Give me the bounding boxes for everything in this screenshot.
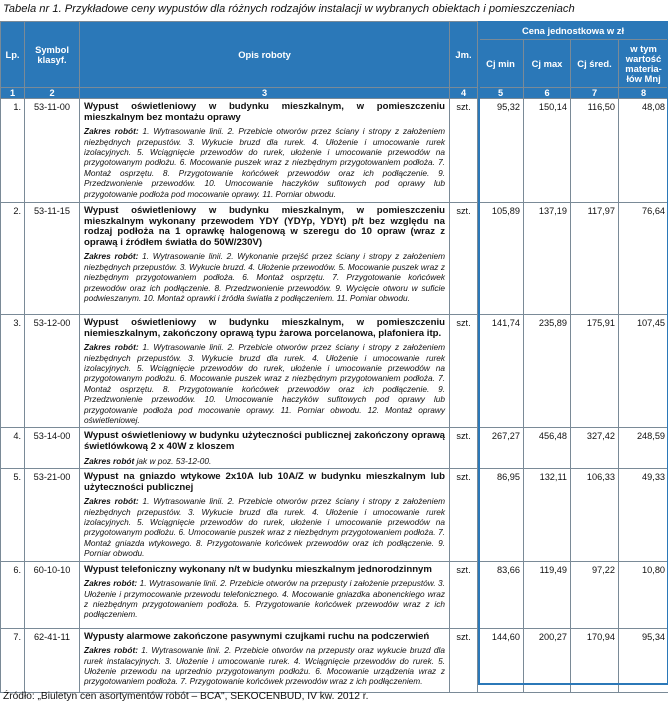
row-cj-max: 132,11 [524, 469, 571, 562]
row-cj-sred: 106,33 [571, 469, 619, 562]
row-title: Wypust oświetleniowy w budynku mieszkalnym, w pomieszczeniu mieszkalnym bez montażu oprawy [84, 101, 445, 123]
row-lp: 3. [1, 315, 25, 428]
scope-text: 1. Wytrasowanie linii. 2. Przebicie otworów na przepusty i założenie przepustów. 3. Ułożenie i przymocowanie przewodu telefonicznego. 4. Mocowanie gniazdka abonenckiego wraz z niezbędnym przygotowaniem podłoża. 5. Przygotowanie końcówek przewodów wraz z ich podłączeniem. [84, 578, 445, 620]
row-mnj: 107,45 [619, 315, 668, 428]
table-row [1, 99, 668, 203]
row-jm: szt. [450, 315, 478, 428]
scope-text: 1. Wytrasowanie linii. 2. Przebicie otworów przez ściany i stropy z założeniem niezbędnych przepustów. 3. Wykucie bruzd dla rurek. 4. Ułożenie i umocowanie rurek izolacyjnych. 5. Wciągnięcie przewodów do rurek, ułożenie i umocowanie przewodów na przygotowanym podłożu. 6. Umocowanie puszek wraz z niezbędnym przygotowaniem podłoża. 7. Montaż gniazda wtykowego. 8. Przygotowanie końcówek przewodów oraz ich podłączenie. 9. Porniar obwodu. [84, 496, 445, 559]
row-symbol: 62-41-11 [25, 628, 80, 692]
col-number: 1 [1, 88, 25, 99]
header-w-tym: w tym wartość materia-łów Mnj [619, 40, 668, 88]
row-description [80, 315, 450, 428]
row-cj-min: 267,27 [478, 428, 524, 469]
row-jm: szt. [450, 99, 478, 203]
header-jm: Jm. [450, 22, 478, 88]
row-jm: szt. [450, 628, 478, 692]
row-cj-min: 141,74 [478, 315, 524, 428]
row-cj-sred: 175,91 [571, 315, 619, 428]
row-scope [84, 456, 445, 466]
row-cj-min: 86,95 [478, 469, 524, 562]
col-number: 2 [25, 88, 80, 99]
row-lp: 6. [1, 561, 25, 628]
header-cj-sred: Cj śred. [571, 40, 619, 88]
table-row [1, 428, 668, 469]
row-cj-sred: 97,22 [571, 561, 619, 628]
row-symbol: 53-21-00 [25, 469, 80, 562]
row-description [80, 428, 450, 469]
row-cj-max: 235,89 [524, 315, 571, 428]
scope-label: Zakres robót: [84, 251, 139, 262]
row-symbol: 53-11-15 [25, 203, 80, 315]
col-number: 3 [80, 88, 450, 99]
row-cj-min: 105,89 [478, 203, 524, 315]
row-jm: szt. [450, 469, 478, 562]
row-scope [84, 126, 445, 199]
header-lp: Lp. [1, 22, 25, 88]
row-cj-min: 83,66 [478, 561, 524, 628]
header-opis: Opis roboty [80, 22, 450, 88]
row-description [80, 99, 450, 203]
row-description [80, 203, 450, 315]
table-row [1, 203, 668, 315]
row-scope [84, 496, 445, 558]
row-cj-sred: 170,94 [571, 628, 619, 692]
row-title: Wypust telefoniczny wykonany n/t w budynku mieszkalnym jednorodzinnym [84, 563, 432, 575]
scope-text: jak w poz. 53-12-00. [134, 455, 212, 466]
row-lp: 4. [1, 428, 25, 469]
row-title: Wypust oświetleniowy w budynku mieszkalnym, w pomieszczeniu niemieszkalnym, zakończony oprawą typu żarowa porcelanowa, plafoniera itp. [84, 317, 445, 339]
source-note: Źródło: „Biuletyn cen asortymentów robót – BCA", SEKOCENBUD, IV kw. 2012 r. [3, 691, 369, 702]
row-description [80, 561, 450, 628]
row-scope [84, 578, 445, 620]
row-title: Wypust oświetleniowy w budynku użyteczności publicznej zakończony oprawą świetlówkową 2 x 40W z kloszem [84, 430, 445, 453]
scope-label: Zakres robót: [84, 126, 139, 137]
scope-text: 1. Wytrasowanie linii. 2. Przebicie otworów przez ściany i stropy z założeniem niezbędnych przepustów. 3. Wykucie bruzd dla rurek. 4. Ułożenie i umocowanie rurek izolacyjnych. 5. Wciągnięcie przewodów do rurek, ułożenie i umocowanie przewodów na przygotowanym podłożu. 6. Mocowanie puszek wraz z niezbędnym przygotowaniem podłoża. 7. Montaż osprzętu. 8. Przygotowanie końcówek przewodów oraz ich podłączenie. 9. Przedzwonienie przewodów. 10. Umocowanie haczyków sufitowych pod oprawy lub przygotowanie podłoża pod mocowanie oprawy. 11. Porniar obwodu. 12. Montaż oprawy oświetleniowej. [84, 342, 445, 426]
table-row [1, 561, 668, 628]
scope-label: Zakres robót: [84, 578, 138, 589]
row-mnj: 10,80 [619, 561, 668, 628]
row-symbol: 60-10-10 [25, 561, 80, 628]
row-mnj: 49,33 [619, 469, 668, 562]
row-cj-max: 137,19 [524, 203, 571, 315]
col-number: 5 [478, 88, 524, 99]
price-table [0, 21, 668, 693]
row-title: Wypusty alarmowe zakończone pasywnymi czujkami ruchu na podczerwień [84, 630, 430, 642]
row-cj-max: 119,49 [524, 561, 571, 628]
col-number: 4 [450, 88, 478, 99]
scope-label: Zakres robót: [84, 496, 139, 507]
scope-label: Zakres robót: [84, 342, 139, 353]
scope-label: Zakres robót [84, 455, 135, 466]
row-jm: szt. [450, 203, 478, 315]
table-row [1, 628, 668, 692]
row-description [80, 469, 450, 562]
row-cj-max: 456,48 [524, 428, 571, 469]
row-cj-sred: 116,50 [571, 99, 619, 203]
row-mnj: 76,64 [619, 203, 668, 315]
scope-label: Zakres robót: [84, 645, 138, 656]
header-price-group: Cena jednostkowa w zł [478, 22, 668, 40]
scope-text: 1. Wytrasowanie linii. 2. Przebicie otworów na przepusty oraz wykucie bruzd dla rurek instalacyjnych. 3. Ułożenie i umocowanie rurek. 4. Wciągnięcie przewodów do rurek. 5. Ułożenie przewodu na uprzednio przygotowanym podłożu. 6. Mocowanie urządzenia wraz z przygotowaniem podłoża. 7. Przygotowanie końcówek przewodów wraz z ich podłączeniem. [84, 645, 445, 687]
row-description [80, 628, 450, 692]
header-symbol: Symbol klasyf. [25, 22, 80, 88]
col-number: 7 [571, 88, 619, 99]
row-lp: 7. [1, 628, 25, 692]
row-cj-max: 150,14 [524, 99, 571, 203]
row-cj-min: 95,32 [478, 99, 524, 203]
col-number: 6 [524, 88, 571, 99]
row-lp: 1. [1, 99, 25, 203]
row-symbol: 53-14-00 [25, 428, 80, 469]
row-mnj: 248,59 [619, 428, 668, 469]
table-row [1, 469, 668, 562]
row-scope [84, 645, 445, 687]
scope-text: 1. Wytrasowanie linii. 2. Wykonanie przejść przez ściany i stropy z założeniem niezbędnych przepustów. 3. Wykucie bruzd. 4. Ułożenie przewodów. 5. Mocowanie puszek wraz z niezbędnym przygotowaniem podłoża. 6. Montaż osprzętu. 7. Przygotowanie końcówek przewodów oraz ich podłączenie. 8. Przedzwonienie przewodów. 9. Wycięcie otworu w suficie podwieszanym. 10. Montaż oprawki i źródła światła z podłączeniem. 11. Pomiar obwodu. [84, 251, 445, 303]
row-title: Wypust na gniazdo wtykowe 2x10A lub 10A/Z w budynku mieszkalnym lub użyteczności publicznej [84, 471, 445, 493]
header-cj-min: Cj min [478, 40, 524, 88]
column-numbers-row [1, 88, 668, 99]
row-scope [84, 251, 445, 303]
row-cj-sred: 327,42 [571, 428, 619, 469]
row-cj-min: 144,60 [478, 628, 524, 692]
row-jm: szt. [450, 561, 478, 628]
row-title: Wypust oświetleniowy w budynku mieszkalnym, w pomieszczeniu mieszkalnym wykonany przewodem YDY (YDYp, YDYt) p/t bez względu na rodzaj podłoża na 1 oprawkę halogenową w szeregu do 10 opraw (wraz z oprawą i źródłem światła do 50W/230V) [84, 205, 445, 248]
row-mnj: 95,34 [619, 628, 668, 692]
row-symbol: 53-11-00 [25, 99, 80, 203]
header-cj-max: Cj max [524, 40, 571, 88]
scope-text: 1. Wytrasowanie linii. 2. Przebicie otworów przez ściany i stropy z założeniem niezbędnych przepustów. 3. Wykucie bruzd dla rurek. 4. Ułożenie i umocowanie rurek izolacyjnych. 5. Wciągnięcie przewodów do rurek, ułożenie i umocowanie przewodów na przygotowanym podłożu. 6. Mocowanie puszek wraz z niezbędnym przygotowaniem podłoża. 7. Montaż osprzętu. 8. Przygotowanie końcówek przewodów oraz ich podłączenie. 9. Przedzwonienie przewodów. 10. Umocowanie haczyków sufitowych pod oprawy lub przygotowanie podłoża pod mocowanie oprawy. 11. Porniar obwodu. [84, 126, 445, 199]
row-mnj: 48,08 [619, 99, 668, 203]
row-cj-sred: 117,97 [571, 203, 619, 315]
row-lp: 5. [1, 469, 25, 562]
row-lp: 2. [1, 203, 25, 315]
row-jm: szt. [450, 428, 478, 469]
row-cj-max: 200,27 [524, 628, 571, 692]
col-number: 8 [619, 88, 668, 99]
table-caption: Tabela nr 1. Przykładowe ceny wypustów dla różnych rodzajów instalacji w wybranych obiektach i pomieszczeniach [3, 3, 575, 15]
table-row [1, 315, 668, 428]
row-scope [84, 342, 445, 425]
row-symbol: 53-12-00 [25, 315, 80, 428]
